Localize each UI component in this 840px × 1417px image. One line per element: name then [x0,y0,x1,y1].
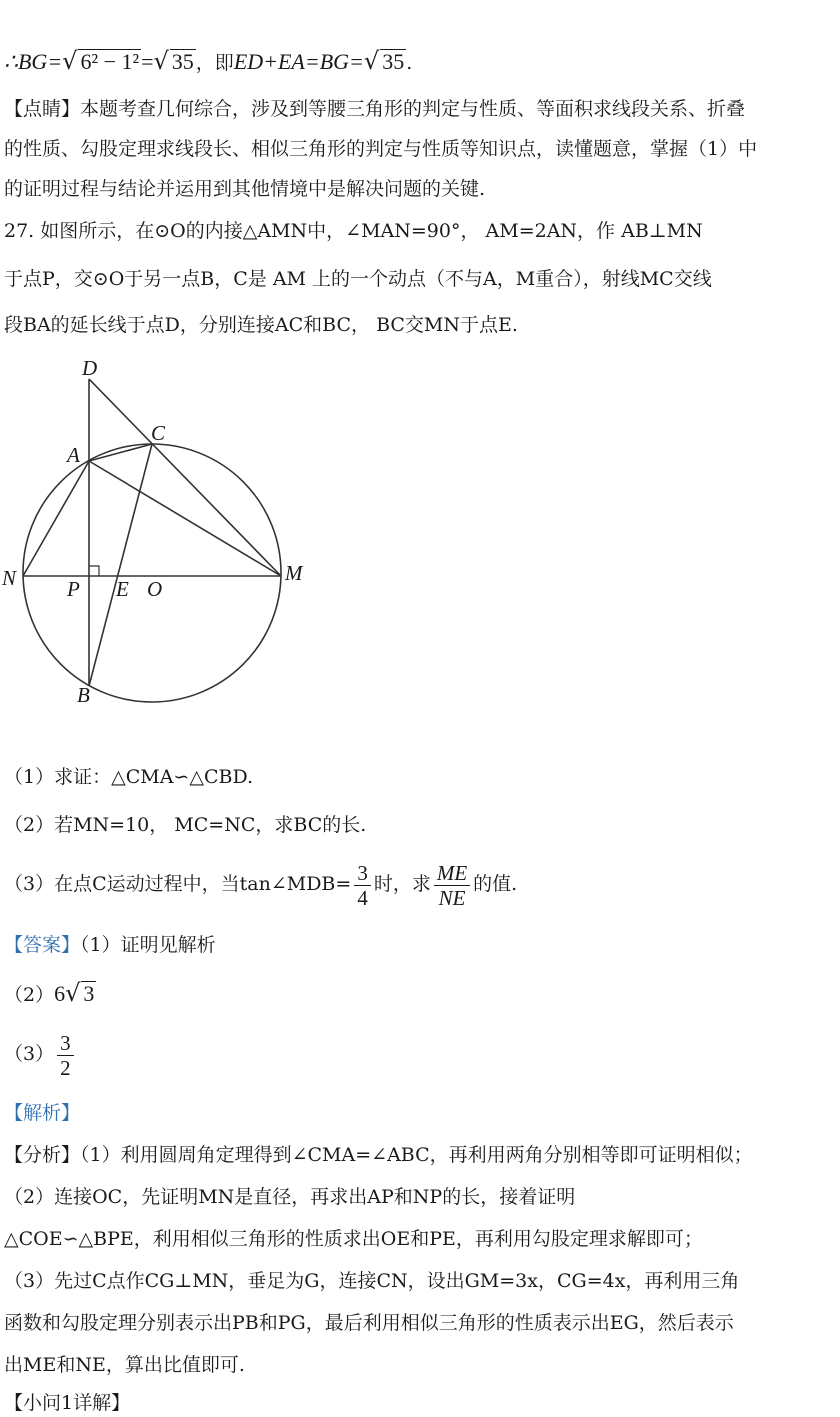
question-2-text: （2）若MN=10， MC=NC，求BC的长. [4,814,367,836]
analysis-line-1 [4,1142,832,1168]
analysis-heading [4,1100,832,1126]
proof-conclusion-line [4,48,832,76]
comment-text-2: 的性质、勾股定理求线段长、相似三角形的判定与性质等知识点，读懂题意，掌握（1）中 [4,138,758,160]
question-3-suffix: 的值. [473,873,518,895]
question-3-mid: 时，求 [373,873,431,895]
question-1-text: （1）求证：△CMA∽△CBD. [4,766,254,788]
analysis-step-2b: △COE∽△BPE，利用相似三角形的性质求出OE和PE，再利用勾股定理求解即可； [4,1228,703,1250]
frac-top: 3 [57,1031,74,1056]
frac-bottom: 2 [60,1055,71,1080]
fraction-me-ne [434,861,470,910]
answer-3-prefix: （3） [4,1043,55,1065]
sqrt-sign: √ [65,979,81,1007]
analysis-step-3b: 函数和勾股定理分别表示出PB和PG，最后利用相似三角形的性质表示出EG，然后表示 [4,1312,734,1334]
segment-ac [89,444,152,461]
label-o: O [147,577,163,601]
question-1 [4,764,832,790]
analysis-step-3a: （3）先过C点作CG⊥MN，垂足为G，连接CN，设出GM=3x，CG=4x，再利用三角 [4,1270,740,1292]
label-a: A [67,443,80,467]
sqrt-sign: √ [62,47,78,75]
frac-bottom: 4 [357,885,368,910]
frac-top: 3 [354,861,371,886]
sqrt-sign: √ [363,47,380,75]
radicand-expression: 6² − 1² [80,49,140,74]
answer-line-3 [4,1026,832,1082]
fraction-3-2 [57,1031,74,1080]
question-3-prefix: （3）在点C运动过程中，当tan∠MDB= [4,873,352,895]
analysis-line-5 [4,1310,832,1336]
answer-2-coefficient: 6 [54,981,66,1006]
label-d: D [82,356,98,380]
problem-text-1: 27. 如图所示，在⊙O的内接△AMN中，∠MAN=90°， AM=2AN，作 AB⊥MN [4,220,703,242]
equals-sign: = [141,49,154,74]
label-c: C [151,421,166,445]
problem-line-3 [4,312,832,338]
segment-an [23,461,89,576]
period: . [406,52,413,74]
comment-text-3: 的证明过程与结论并运用到其他情境中是解决问题的关键. [4,178,486,200]
comment-line-2 [4,136,832,162]
rhs-expression: ED+EA=BG= [233,49,364,74]
label-n: N [2,566,17,590]
right-angle-mark [89,566,99,576]
bg-prefix: ∴BG= [4,49,63,74]
separator-text: ，即 [195,52,234,74]
analysis-line-3 [4,1226,832,1252]
answer-line-2 [4,980,832,1008]
sqrt-sign: √ [153,47,169,75]
problem-text-3: 段BA的延长线于点D，分别连接AC和BC， BC交MN于点E. [4,314,518,336]
analysis-step-3c: 出ME和NE，算出比值即可. [4,1354,245,1376]
label-e: E [116,577,129,601]
label-p: P [67,577,80,601]
analysis-line-6 [4,1352,832,1378]
answer-1-text: （1）证明见解析 [80,934,216,956]
question-3 [4,858,832,910]
answer-2-radicand: 3 [83,981,95,1006]
problem-line-1 [4,218,832,244]
question-2 [4,812,832,838]
problem-line-2 [4,266,832,292]
analysis-line-2 [4,1184,832,1210]
comment-label: 【点睛】 [4,98,81,120]
answer-2-prefix: （2） [4,984,55,1006]
answer-line-1 [4,932,832,958]
frac-top: ME [434,861,470,886]
problem-text-2: 于点P，交⊙O于另一点B，C是 AM 上的一个动点（不与A，M重合），射线MC交线 [4,268,712,290]
analysis-label: 【解析】 [4,1102,81,1124]
label-m: M [285,561,303,585]
answer-label: 【答案】 [4,934,81,956]
fraction-3-4 [354,861,371,910]
analysis-step-2a: （2）连接OC，先证明MN是直径，再求出AP和NP的长，接着证明 [4,1186,576,1208]
geometry-figure [0,352,330,712]
sqrt-35-b: 35 [382,49,405,74]
fenxi-label: 【分析】 [4,1144,81,1166]
label-b: B [77,683,90,707]
sqrt-35-a: 35 [171,49,194,74]
frac-bottom: NE [438,885,466,910]
comment-line-3 [4,176,832,202]
subquestion-1-heading [4,1390,832,1416]
circle-o [23,444,281,702]
subquestion-1-label: 【小问1详解】 [4,1392,131,1414]
comment-line-1 [4,96,832,122]
analysis-line-4 [4,1268,832,1294]
analysis-step-1: （1）利用圆周角定理得到∠CMA=∠ABC，再利用两角分别相等即可证明相似； [80,1144,753,1166]
comment-text-1: 本题考查几何综合，涉及到等腰三角形的判定与性质、等面积求线段关系、折叠 [80,98,746,120]
